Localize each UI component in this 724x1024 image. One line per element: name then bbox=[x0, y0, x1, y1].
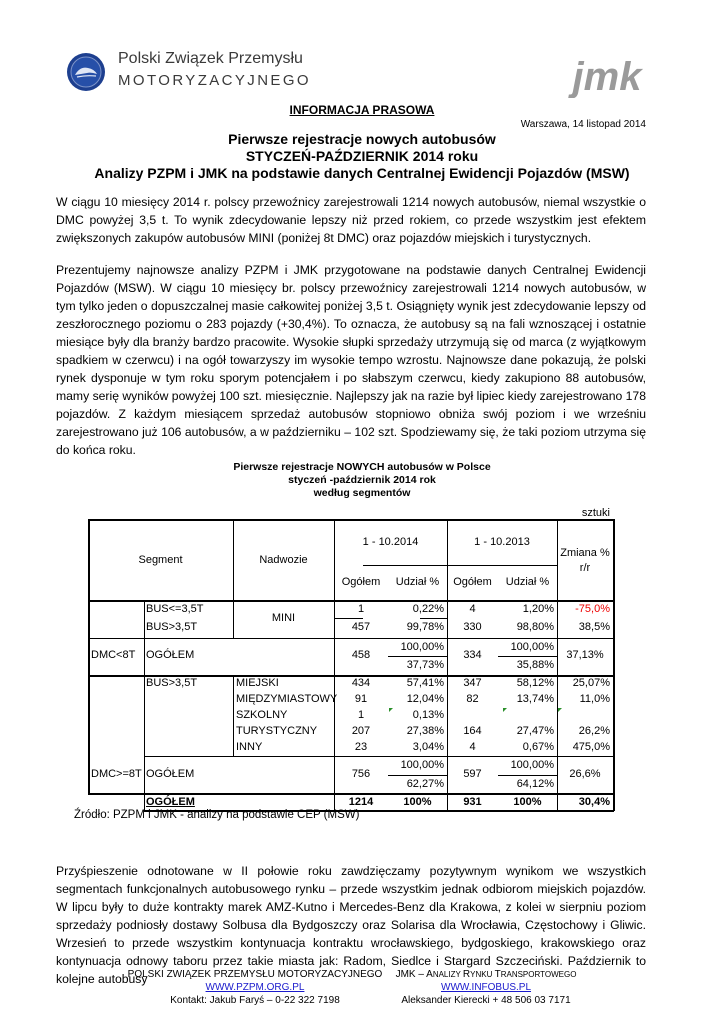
header-zmiana: Zmiana % bbox=[560, 547, 610, 559]
row-bus-lt35-label: BUS<=3,5T bbox=[146, 603, 204, 615]
table-unit: sztuki bbox=[581, 507, 610, 519]
row-inny-label: INNY bbox=[236, 741, 263, 753]
cell-r1-u14: 0,22% bbox=[412, 603, 444, 615]
cell-r2-v13: 330 bbox=[463, 621, 482, 633]
cell-dmc8-total-change: 37,13% bbox=[566, 649, 604, 661]
paragraph-intro: W ciągu 10 miesięcy 2014 r. polscy przewoźnicy zarejestrowali 1214 nowych autobusów, niemal wszystkie o DMC powyżej 3,5 t. To wynik zdecydowanie lepszy niż przed rokiem, co przede wszystkim jest efektem zwiększonych zakupów autobusów MINI (poniżej 8t DMC) oraz pojazdów miejskich i turystycznych. bbox=[56, 195, 646, 245]
cell-inny-change: 475,0% bbox=[572, 741, 610, 753]
cell-r1-v14: 1 bbox=[357, 603, 365, 615]
cell-dmc8plus-total-u14b: 62,27% bbox=[406, 778, 444, 790]
cell-miejski-v14: 434 bbox=[351, 677, 371, 689]
table-title-line-2: styczeń -październik 2014 rok bbox=[288, 474, 436, 486]
cell-miejski-v13: 347 bbox=[463, 677, 482, 689]
pzpm-emblem-icon bbox=[66, 52, 106, 92]
cell-miejski-change: 25,07% bbox=[572, 677, 610, 689]
header-ogolem-2014: Ogółem bbox=[341, 576, 381, 588]
comment-marker bbox=[558, 708, 562, 712]
cell-turystyczny-v14: 207 bbox=[351, 725, 371, 737]
cell-miejski-u14: 57,41% bbox=[406, 677, 444, 689]
cell-inny-u14: 3,04% bbox=[412, 741, 444, 753]
cell-inny-u13: 0,67% bbox=[522, 741, 554, 753]
header-udzial-2013: Udział % bbox=[505, 576, 550, 588]
cell-dmc8plus-total-u13b: 64,12% bbox=[516, 778, 554, 790]
cell-turystyczny-u14: 27,38% bbox=[406, 725, 444, 737]
cell-miejski-u13: 58,12% bbox=[516, 677, 554, 689]
row-miejski-label: MIEJSKI bbox=[236, 677, 279, 689]
header-nadwozie: Nadwozie bbox=[259, 554, 308, 566]
grand-total-label: OGÓŁEM bbox=[146, 796, 195, 808]
pzpm-logo bbox=[66, 48, 311, 100]
pzpm-name-line2: MOTORYZACYJNEGO bbox=[118, 72, 311, 89]
header-zmiana-rr: r/r bbox=[579, 562, 591, 574]
cell-dmc8plus-total-change: 26,6% bbox=[569, 768, 601, 780]
cell-dmc8-total-u13b: 35,88% bbox=[516, 659, 554, 671]
document-titles bbox=[40, 131, 684, 182]
cell-r1-u13: 1,20% bbox=[522, 603, 554, 615]
cell-grand-u14: 100% bbox=[403, 796, 432, 808]
title-line-1: Pierwsze rejestracje nowych autobusów bbox=[228, 131, 496, 147]
press-label: INFORMACJA PRASOWA bbox=[289, 103, 435, 117]
header-segment: Segment bbox=[138, 554, 183, 566]
press-date: Warszawa, 14 listopad 2014 bbox=[520, 119, 646, 130]
dmc-ge8-total-label: OGÓŁEM bbox=[146, 768, 195, 780]
header-period-2014: 1 - 10.2014 bbox=[362, 536, 419, 548]
cell-miedzymiastowy-u14: 12,04% bbox=[406, 693, 444, 705]
row-turystyczny-label: TURYSTYCZNY bbox=[236, 725, 318, 737]
cell-r2-v14: 457 bbox=[351, 621, 371, 633]
row-bus-gt35-8t-label: BUS>3,5T bbox=[146, 677, 198, 689]
row-bus-gt35-label: BUS>3,5T bbox=[146, 621, 198, 633]
cell-miedzymiastowy-u13: 13,74% bbox=[516, 693, 554, 705]
cell-inny-v13: 4 bbox=[469, 741, 476, 753]
jmk-logo-text: jmk bbox=[572, 55, 642, 98]
cell-r2-change: 38,5% bbox=[578, 621, 610, 633]
row-miedzymiastowy-label: MIĘDZYMIASTOWY bbox=[236, 693, 338, 705]
row-mini-label: MINI bbox=[271, 612, 296, 624]
cell-turystyczny-change: 26,2% bbox=[578, 725, 610, 737]
title-line-2: STYCZEŃ-PAŹDZIERNIK 2014 roku bbox=[245, 148, 479, 164]
cell-miedzymiastowy-change: 11,0% bbox=[579, 693, 610, 705]
footer-jmk bbox=[386, 968, 586, 1007]
header-ogolem-2013: Ogółem bbox=[453, 576, 492, 588]
cell-szkolny-v14: 1 bbox=[357, 709, 365, 721]
cell-dmc8plus-total-v14: 756 bbox=[351, 768, 371, 780]
cell-turystyczny-v13: 164 bbox=[463, 725, 482, 737]
cell-turystyczny-u13: 27,47% bbox=[516, 725, 554, 737]
cell-grand-v14: 1214 bbox=[348, 796, 374, 808]
cell-miedzymiastowy-v14: 91 bbox=[354, 693, 368, 705]
footer-jmk-contact: Aleksander Kierecki + 48 506 03 7171 bbox=[401, 995, 571, 1006]
dmc-lt8-total-label: OGÓŁEM bbox=[146, 649, 195, 661]
cell-miedzymiastowy-v13: 82 bbox=[466, 693, 479, 705]
paragraph-acceleration: Przyśpieszenie odnotowane w II połowie roku zawdzięczamy pozytywnym wynikom we wszystkich segmentach funkcjonalnych autobusowego rynku – przede wszystkim jednak odbiorom miejskich pojazdów. W lipcu były to duże kontrakty marek AMZ-Kutno i Mercedes-Benz dla Krakowa, z kolei w sierpniu poziom sprzedaży podniosły dostawy Solbusa dla Bydgoszczy oraz Solarisa dla Wrocławia, Częstochowy i Gliwic. Wrzesień to przede wszystkim kontynuacja kontraktu wrocławskiego, bydgoskiego, krakowskiego oraz kontynuacja odnowy taboru przez takie miasta jak: Radom, Siedlce i Stargard Szczeciński. Październik to kolejne autobusy bbox=[56, 864, 646, 986]
cell-grand-change: 30,4% bbox=[578, 796, 610, 808]
row-szkolny-label: SZKOLNY bbox=[236, 709, 288, 721]
header-period-2013: 1 - 10.2013 bbox=[474, 536, 530, 548]
table-source: Źródło: PZPM i JMK - analizy na podstawie CEP (MSW) bbox=[74, 809, 360, 821]
header-udzial-2014: Udział % bbox=[395, 576, 440, 588]
footer-jmk-org: JMK – ANALIZY RYNKU TRANSPORTOWEGO bbox=[395, 969, 577, 980]
cell-dmc8plus-total-u14a: 100,00% bbox=[400, 759, 444, 771]
cell-dmc8-total-u13a: 100,00% bbox=[510, 641, 554, 653]
cell-grand-v13: 931 bbox=[463, 796, 482, 808]
footer-pzpm bbox=[118, 968, 392, 1007]
cell-r1-v13: 4 bbox=[469, 603, 476, 615]
jmk-logo bbox=[566, 52, 648, 98]
cell-szkolny-u14: 0,13% bbox=[412, 709, 444, 721]
cell-dmc8-total-u14a: 100,00% bbox=[400, 641, 444, 653]
cell-inny-v14: 23 bbox=[354, 741, 368, 753]
footer-pzpm-org: POLSKI ZWIĄZEK PRZEMYSŁU MOTORYZACYJNEGO bbox=[127, 969, 383, 980]
segment-dmc-lt8-label: DMC<8T bbox=[91, 649, 136, 661]
cell-dmc8-total-u14b: 37,73% bbox=[406, 659, 444, 671]
comment-marker bbox=[503, 708, 507, 712]
segment-dmc-ge8-label: DMC>=8T bbox=[91, 768, 142, 780]
title-line-3: Analizy PZPM i JMK na podstawie danych Centralnej Ewidencji Pojazdów (MSW) bbox=[94, 165, 630, 181]
table-title-line-3: według segmentów bbox=[313, 487, 411, 499]
footer-pzpm-contact: Kontakt: Jakub Faryś – 0-22 322 7198 bbox=[170, 995, 340, 1006]
comment-marker bbox=[389, 708, 393, 712]
cell-r1-change: -75,0% bbox=[575, 603, 610, 615]
paragraph-analysis: Prezentujemy najnowsze analizy PZPM i JMK przygotowane na podstawie danych Centralnej Ewidencji Pojazdów (MSW). W ciągu 10 miesięcy br. polscy przewoźnicy zarejestrowali 1214 nowych autobusów, w tym tylko jeden o dopuszczalnej masie całkowitej poniżej 3,5 t. Osiągnięty wynik jest zdecydowanie lepszy od zeszłorocznego poziomu o 283 pojazdy (+30,4%). To oznacza, że autobusy są na fali wznoszącej i ostatnie miesiące były dla branży bardzo pracowite. Wysokie słupki sprzedaży utrzymują się od marca (z wyjątkowym spadkiem w czerwcu) i na ogół towarzyszy im wysokie tempo wzrostu. Najnowsze dane pokazują, że polski rynek dysponuje w tym roku sporym potencjałem i po słabszym czerwcu, kiedy zakupiono 88 autobusów, mamy serię wyników powyżej 100 szt. miesięcznie. Najlepszy jak na razie był lipiec kiedy zarejestrowano 178 pojazdów. Z każdym miesiącem sprzedaż autobusów stopniowo obniża swój poziom i we wrześniu zarejestrowano już 106 autobusów, a w październiku – 102 szt. Spodziewamy się, że taki poziom utrzyma się do końca roku. bbox=[56, 263, 646, 457]
cell-grand-u13: 100% bbox=[513, 796, 542, 808]
table-title-line-1: Pierwsze rejestracje NOWYCH autobusów w Polsce bbox=[233, 461, 491, 473]
cell-dmc8plus-total-u13a: 100,00% bbox=[510, 759, 554, 771]
table-title bbox=[0, 461, 724, 500]
pzpm-name-line1: Polski Związek Przemysłu bbox=[118, 50, 303, 67]
cell-dmc8-total-v14: 458 bbox=[351, 649, 371, 661]
footer-jmk-link[interactable]: WWW.INFOBUS.PL bbox=[441, 982, 531, 993]
footer-pzpm-link[interactable]: WWW.PZPM.ORG.PL bbox=[205, 982, 305, 993]
cell-r2-u14: 99,78% bbox=[406, 621, 444, 633]
cell-dmc8-total-v13: 334 bbox=[463, 649, 482, 661]
jmk-logo-icon bbox=[566, 52, 648, 98]
cell-r2-u13: 98,80% bbox=[516, 621, 554, 633]
cell-dmc8plus-total-v13: 597 bbox=[463, 768, 482, 780]
